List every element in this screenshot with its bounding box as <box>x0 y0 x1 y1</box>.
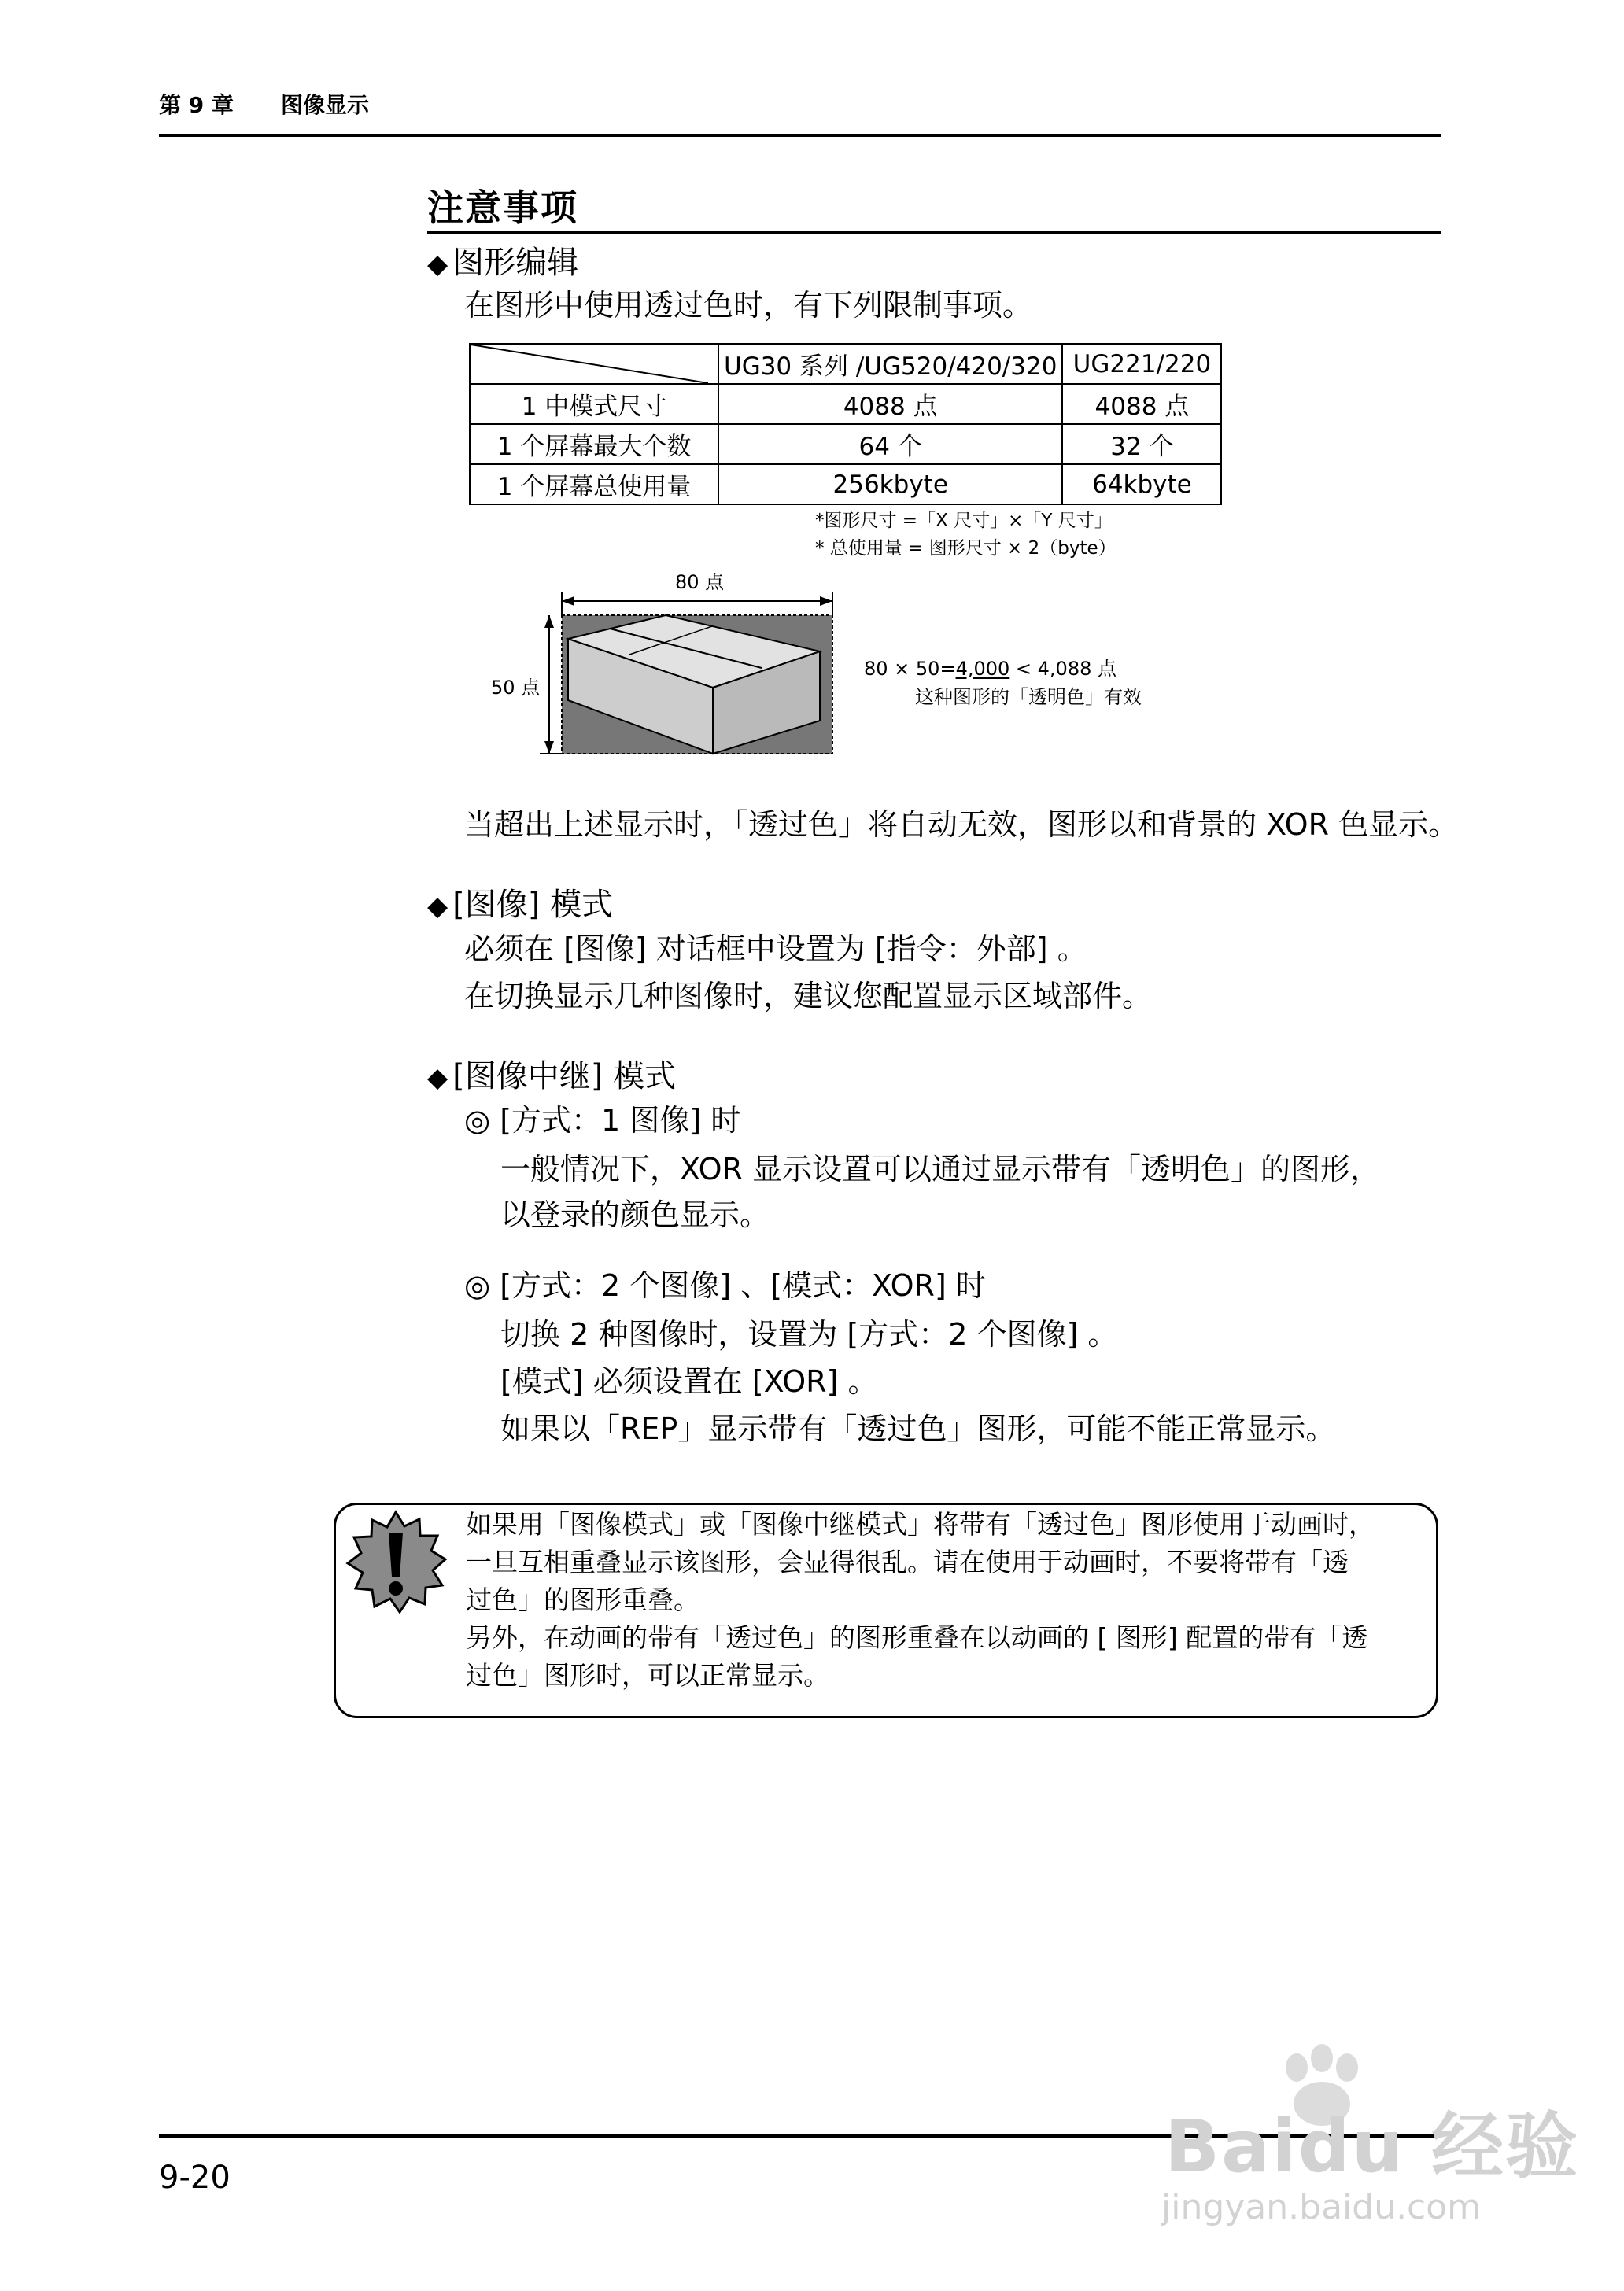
table-cell: 1 个屏幕最大个数 <box>470 424 718 464</box>
relay-case-title: ◎ [方式：1 图像] 时 <box>464 1103 741 1138</box>
table-row <box>470 384 1221 424</box>
caution-text <box>466 1506 1434 1695</box>
section-title: 注意事项 <box>427 186 578 229</box>
calc-value: 4,000 <box>955 658 1010 680</box>
table-header-cell: UG30 系列 /UG520/420/320 <box>718 344 1062 384</box>
table-header-row <box>470 344 1221 384</box>
table-note: * 总使用量 = 图形尺寸 × 2（byte） <box>815 538 1116 559</box>
relay-mode-heading: ◆ [图像中继] 模式 <box>427 1058 677 1094</box>
relay-case-line: 一般情况下，XOR 显示设置可以通过显示带有「透明色」的图形， <box>500 1152 1380 1186</box>
height-label: 50 点 <box>491 677 541 699</box>
graphic-edit-conclusion: 当超出上述显示时，「透过色」将自动无效，图形以和背景的 XOR 色显示。 <box>464 807 1459 842</box>
diamond-bullet-icon: ◆ <box>427 891 448 922</box>
graphic-edit-heading: ◆ 图形编辑 <box>427 245 579 281</box>
calc-text: 80 × 50=4,000 < 4,088 点 <box>864 658 1116 680</box>
spec-table <box>469 343 1222 505</box>
watermark-brand: Baidu 经验 <box>1164 2105 1580 2189</box>
section-rule <box>427 231 1441 234</box>
table-cell: 1 个屏幕总使用量 <box>470 464 718 504</box>
table-row <box>470 464 1221 504</box>
table-row <box>470 424 1221 464</box>
image-mode-line: 必须在 [图像] 对话框中设置为 [指令：外部] 。 <box>464 932 1087 966</box>
image-mode-heading: ◆ [图像] 模式 <box>427 887 614 923</box>
diagonal-line <box>471 345 708 383</box>
diamond-bullet-icon: ◆ <box>427 1062 448 1094</box>
table-cell: 32 个 <box>1062 424 1221 464</box>
calc-note: 这种图形的「透明色」有效 <box>915 686 1142 708</box>
table-note: *图形尺寸 =「X 尺寸」×「Y 尺寸」 <box>815 511 1113 531</box>
table-cell: 4088 点 <box>718 384 1062 424</box>
caution-line: 过色」图形时，可以正常显示。 <box>466 1660 829 1691</box>
caution-line: 另外，在动画的带有「透过色」的图形重叠在以动画的 [ 图形] 配置的带有「透 <box>466 1622 1368 1653</box>
chapter-title: 图像显示 <box>281 92 370 118</box>
table-cell: 1 中模式尺寸 <box>470 384 718 424</box>
relay-case-line: 以登录的颜色显示。 <box>500 1197 770 1232</box>
image-mode-line: 在切换显示几种图像时，建议您配置显示区域部件。 <box>464 979 1153 1013</box>
diamond-bullet-icon: ◆ <box>427 249 448 280</box>
caution-line: 一旦互相重叠显示该图形，会显得很乱。请在使用于动画时，不要将带有「透 <box>466 1547 1349 1577</box>
caution-line: 如果用「图像模式」或「图像中继模式」将带有「透过色」图形使用于动画时， <box>466 1509 1375 1540</box>
chapter-label: 第 9 章 <box>159 92 234 118</box>
watermark-url: jingyan.baidu.com <box>1161 2187 1482 2227</box>
width-label: 80 点 <box>675 571 725 593</box>
graphic-edit-intro: 在图形中使用透过色时，有下列限制事项。 <box>464 288 1033 323</box>
table-cell: 64 个 <box>718 424 1062 464</box>
relay-case-line: [模式] 必须设置在 [XOR] 。 <box>500 1364 878 1399</box>
table-cell: 4088 点 <box>1062 384 1221 424</box>
table-cell: 64kbyte <box>1062 464 1221 504</box>
table-cell: 256kbyte <box>718 464 1062 504</box>
caution-line: 过色」的图形重叠。 <box>466 1585 699 1615</box>
relay-case-line: 切换 2 种图像时，设置为 [方式：2 个图像] 。 <box>500 1317 1118 1352</box>
table-corner-cell <box>470 344 718 384</box>
relay-case-line: 如果以「REP」显示带有「透过色」图形，可能不能正常显示。 <box>500 1411 1336 1446</box>
relay-case-title: ◎ [方式：2 个图像] 、[模式：XOR] 时 <box>464 1268 986 1303</box>
exclamation-warning-icon <box>343 1509 448 1614</box>
header-rule <box>159 134 1441 137</box>
table-header-cell: UG221/220 <box>1062 344 1221 384</box>
page-number: 9-20 <box>159 2160 231 2196</box>
